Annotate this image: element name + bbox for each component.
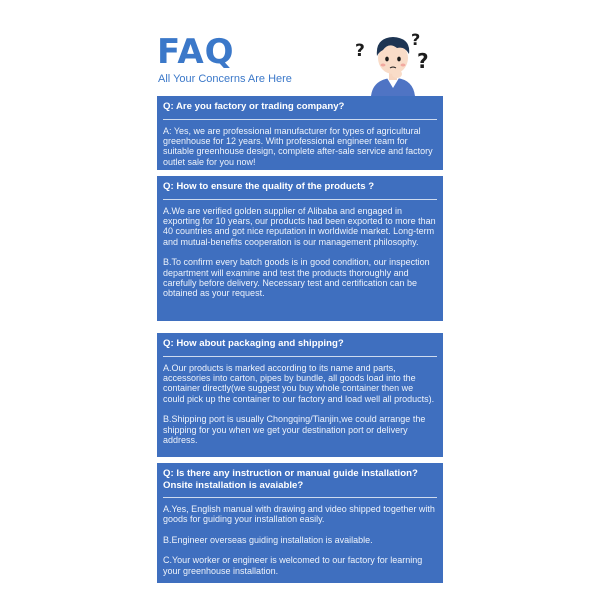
faq-card-quality <box>157 176 443 321</box>
faq-header <box>157 30 443 96</box>
svg-text:?: ? <box>411 30 421 49</box>
page-subtitle: All Your Concerns Are Here <box>158 73 292 85</box>
faq-card-packaging <box>157 333 443 457</box>
faq-answer: A: Yes, we are professional manufacturer for types of agricultural greenhouse for 12 years. With professional engineer team for suitable greenhouse design, complete after-sale service and factory outlet sale for you now! <box>163 125 433 167</box>
faq-question: Q: Are you factory or trading company? <box>163 96 437 120</box>
page-title: FAQ <box>157 32 235 72</box>
faq-answer: B.To confirm every batch goods is in good condition, our inspection department will examine and test the products thoroughly and carefully before delivery. Necessary test and certification can be obtained as your request. <box>163 257 430 299</box>
faq-answer: C.Your worker or engineer is welcomed to our factory for learning your greenhouse installation. <box>163 555 423 576</box>
faq-answer: A.We are verified golden supplier of Alibaba and engaged in exporting for 10 years, our products had been exported to more than 40 countries and got nice reputation in worldwide market. Long-term and mutual-benefits cooperation is our management philosophy. <box>163 205 436 247</box>
thinking-person-icon <box>353 30 439 96</box>
svg-text:?: ? <box>355 41 365 61</box>
faq-question: Q: Is there any instruction or manual guide installation? Onsite installation is avaiable? <box>163 463 437 498</box>
faq-answer: B.Shipping port is usually Chongqing/Tianjin,we could arrange the shipping for you when we get your destination port or delivery address. <box>163 414 426 445</box>
faq-answer: A.Yes, English manual with drawing and video shipped together with goods for guiding your installation easily. <box>163 504 435 525</box>
faq-question: Q: How about packaging and shipping? <box>163 333 437 357</box>
faq-question: Q: How to ensure the quality of the products ? <box>163 176 437 200</box>
faq-answer: A.Our products is marked according to its name and parts, accessories into carton, pipes by bundle, all goods load into the container directly(we suggest you buy whole container then we could pick up the container to our factory and load well all products). <box>163 362 435 404</box>
faq-card-factory <box>157 96 443 170</box>
svg-text:?: ? <box>417 49 429 73</box>
faq-card-installation <box>157 463 443 583</box>
faq-answer: B.Engineer overseas guiding installation is available. <box>163 534 373 545</box>
